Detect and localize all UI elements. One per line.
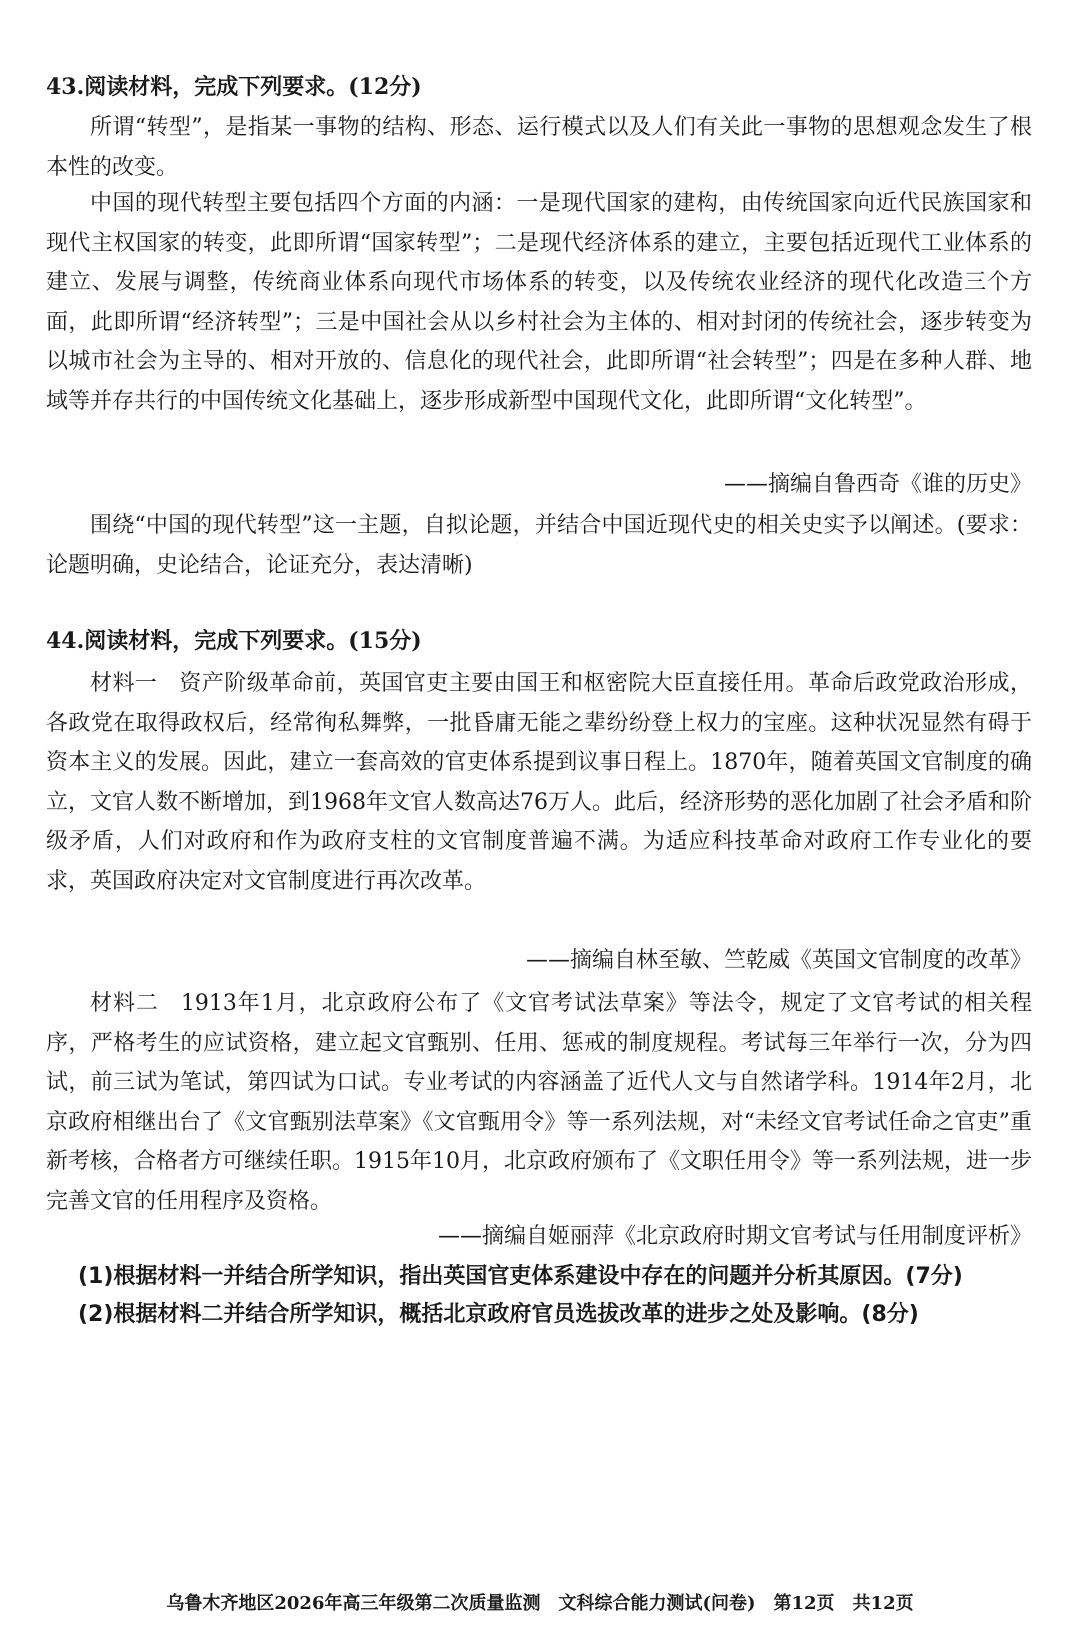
q43-paragraph-1: 所谓“转型”，是指某一事物的结构、形态、运行模式以及人们有关此一事物的思想观念发生了根本性的改变。 xyxy=(46,115,1032,180)
q44-title: 44.阅读材料，完成下列要求。(15分) xyxy=(46,628,422,654)
q44-material-2-text: 1913年1月，北京政府公布了《文官考试法草案》等法令，规定了文官考试的相关程序，严格考生的应试资格，建立起文官甄别、任用、惩戒的制度规程。考试每三年举行一次，分为四试，前三试为笔试，第四试为口试。专业考试的内容涵盖了近代人文与自然诸学科。1914年2月，北京政府相继出台了《文官甄别法草案》《文官甄用令》等一系列法规，对“未经文官考试任命之官吏”重新考核，合格者方可继续任职。1915年10月，北京政府颁布了《文职任用令》等一系列法规，进一步完善文官的任用程序及资格。 xyxy=(46,991,1032,1214)
q43-title: 43.阅读材料，完成下列要求。(12分) xyxy=(46,74,422,100)
q44-material-1-source: ——摘编自林至敏、竺乾威《英国文官制度的改革》 xyxy=(525,948,1032,973)
q44-material-1-text: 资产阶级革命前，英国官吏主要由国王和枢密院大臣直接任用。革命后政党政治形成，各政党在取得政权后，经常徇私舞弊，一批昏庸无能之辈纷纷登上权力的宝座。这种状况显然有碍于资本主义的发展。因此，建立一套高效的官吏体系提到议事日程上。1870年，随着英国文官制度的确立，文官人数不断增加，到1968年文官人数高达76万人。此后，经济形势的恶化加剧了社会矛盾和阶级矛盾，人们对政府和作为政府支柱的文官制度普遍不满。为适应科技革命对政府工作专业化的要求，英国政府决定对文官制度进行再次改革。 xyxy=(46,671,1032,894)
q44-task-1: (1)根据材料一并结合所学知识，指出英国官吏体系建设中存在的问题并分析其原因。(7分) xyxy=(78,1264,963,1289)
q44-material-2 xyxy=(46,984,1032,1222)
q44-material-2-source: ——摘编自姬丽萍《北京政府时期文官考试与任用制度评析》 xyxy=(437,1224,1032,1249)
q43-source: ——摘编自鲁西奇《谁的历史》 xyxy=(723,472,1032,497)
q44-material-1-label: 材料一 xyxy=(90,671,158,696)
q43-paragraph-2: 中国的现代转型主要包括四个方面的内涵：一是现代国家的建构，由传统国家向近代民族国家和现代主权国家的转变，此即所谓“国家转型”；二是现代经济体系的建立，主要包括近现代工业体系的建立、发展与调整，传统商业体系向现代市场体系的转变，以及传统农业经济的现代化改造三个方面，此即所谓“经济转型”；三是中国社会从以乡村社会为主体的、相对封闭的传统社会，逐步转变为以城市社会为主导的、相对开放的、信息化的现代社会，此即所谓“社会转型”；四是在多种人群、地域等并存共行的中国传统文化基础上，逐步形成新型中国现代文化，此即所谓“文化转型”。 xyxy=(46,191,1032,414)
q44-material-1 xyxy=(46,664,1032,902)
q43-task: 围绕“中国的现代转型”这一主题，自拟论题，并结合中国近现代史的相关史实予以阐述。(要求：论题明确，史论结合，论证充分，表达清晰) xyxy=(46,513,1032,578)
q44-task-2: (2)根据材料二并结合所学知识，概括北京政府官员选拔改革的进步之处及影响。(8分) xyxy=(78,1302,919,1327)
page-footer: 乌鲁木齐地区2026年高三年级第二次质量监测 文科综合能力测试(问卷) 第12页 共12页 xyxy=(166,1593,914,1614)
q44-material-2-label: 材料二 xyxy=(90,991,159,1016)
